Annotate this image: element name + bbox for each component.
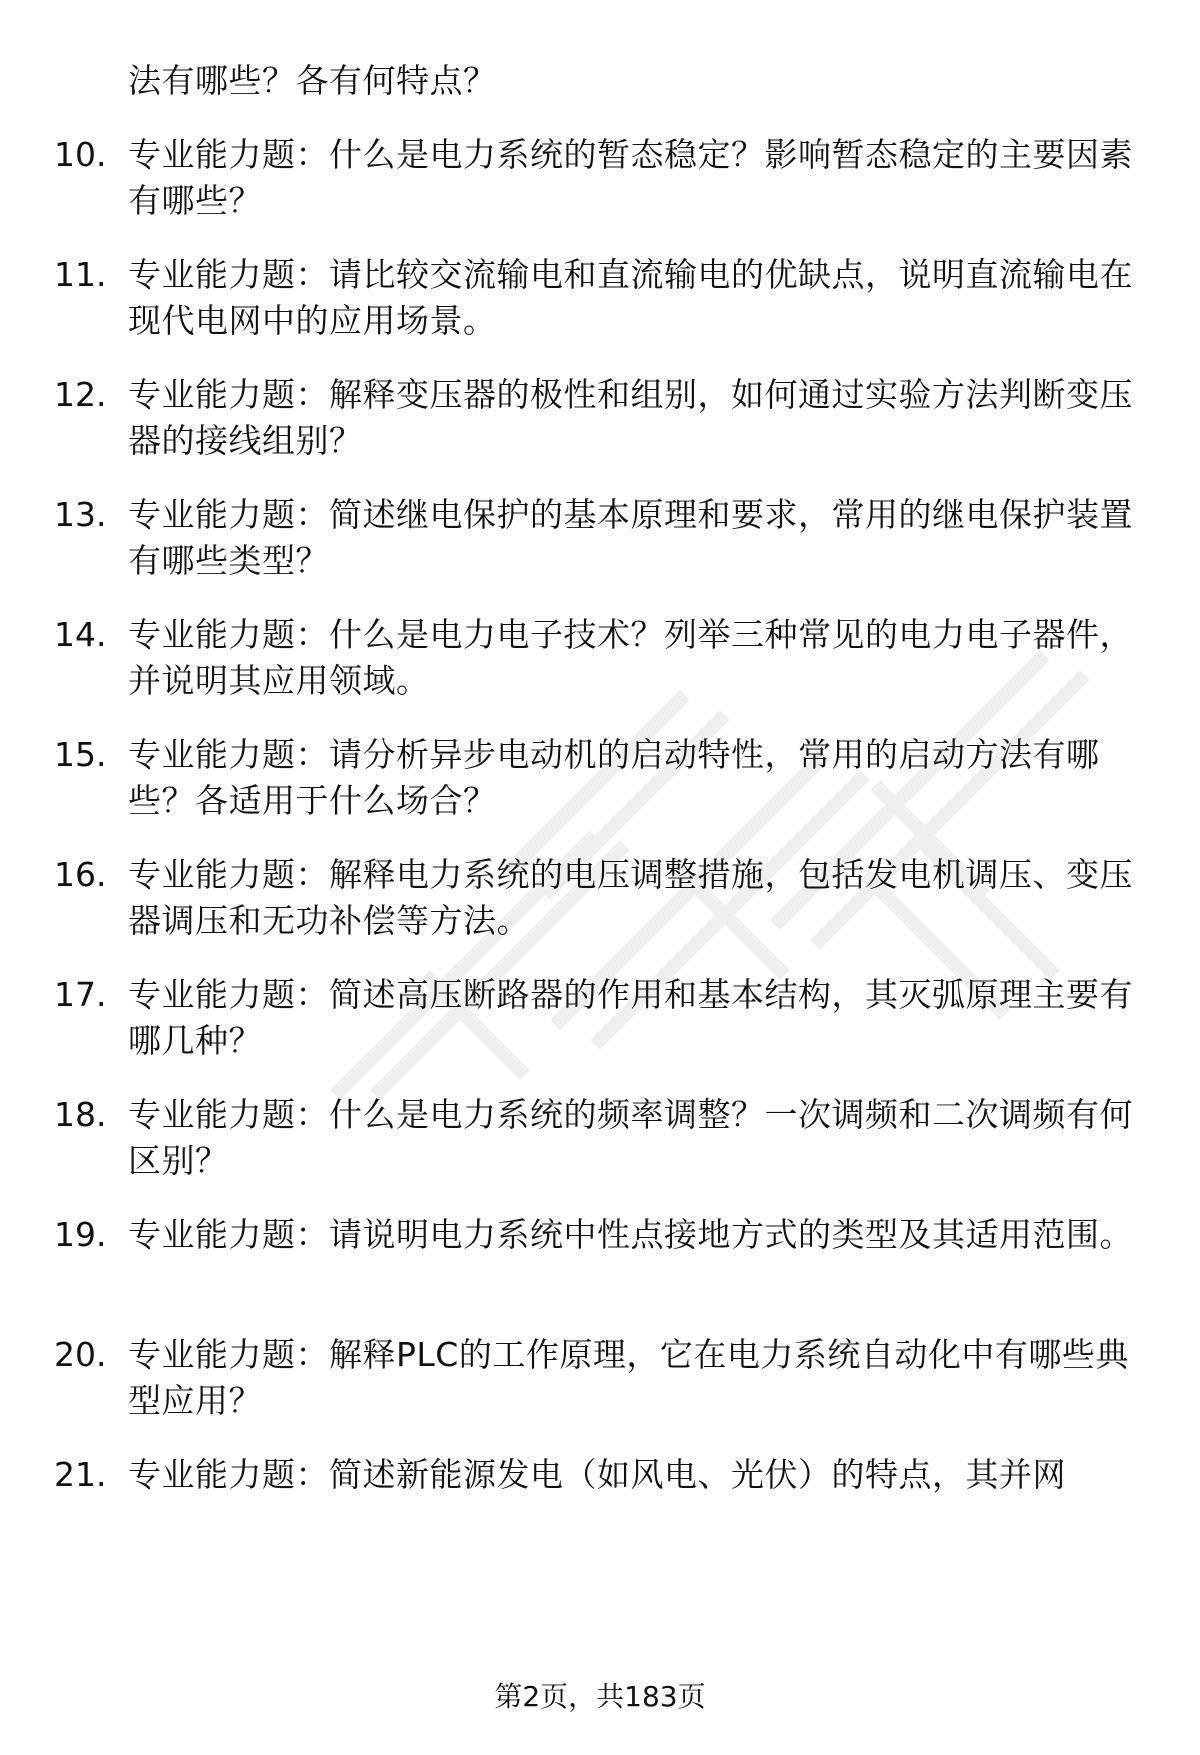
question-number: 19.	[54, 1215, 107, 1254]
question-text: 专业能力题：什么是电力电子技术？列举三种常见的电力电子器件，并说明其应用领域。	[128, 615, 1133, 700]
question-number: 11.	[54, 255, 107, 294]
page-footer: 第2页，共183页	[494, 1680, 706, 1713]
question-number: 21.	[54, 1455, 107, 1494]
question-number: 15.	[54, 735, 107, 774]
question-text: 专业能力题：什么是电力系统的暂态稳定？影响暂态稳定的主要因素有哪些？	[128, 135, 1133, 220]
question-text: 专业能力题：简述高压断路器的作用和基本结构，其灭弧原理主要有哪几种？	[128, 975, 1133, 1060]
question-number: 10.	[54, 135, 107, 174]
question-number: 17.	[54, 975, 107, 1014]
question-number: 13.	[54, 495, 107, 534]
question-text: 专业能力题：解释变压器的极性和组别，如何通过实验方法判断变压器的接线组别？	[128, 375, 1133, 460]
question-text: 专业能力题：简述新能源发电（如风电、光伏）的特点，其并网	[128, 1455, 1066, 1494]
question-number: 20.	[54, 1335, 107, 1374]
question-text: 专业能力题：什么是电力系统的频率调整？一次调频和二次调频有何区别？	[128, 1095, 1133, 1180]
question-text: 专业能力题：请比较交流输电和直流输电的优缺点，说明直流输电在现代电网中的应用场景。	[128, 255, 1133, 340]
question-text: 专业能力题：简述继电保护的基本原理和要求，常用的继电保护装置有哪些类型？	[128, 495, 1133, 580]
question-text: 专业能力题：请分析异步电动机的启动特性，常用的启动方法有哪些？各适用于什么场合？	[128, 735, 1100, 820]
question-text: 专业能力题：请说明电力系统中性点接地方式的类型及其适用范围。	[128, 1215, 1133, 1254]
question-number: 16.	[54, 855, 107, 894]
question-number: 14.	[54, 615, 107, 654]
question-text: 专业能力题：解释电力系统的电压调整措施，包括发电机调压、变压器调压和无功补偿等方法。	[128, 855, 1133, 940]
question-text: 专业能力题：解释PLC的工作原理，它在电力系统自动化中有哪些典型应用？	[128, 1335, 1129, 1420]
question-number: 18.	[54, 1095, 107, 1134]
question-number: 12.	[54, 375, 107, 414]
continuation-text: 法有哪些？各有何特点？	[128, 61, 497, 100]
